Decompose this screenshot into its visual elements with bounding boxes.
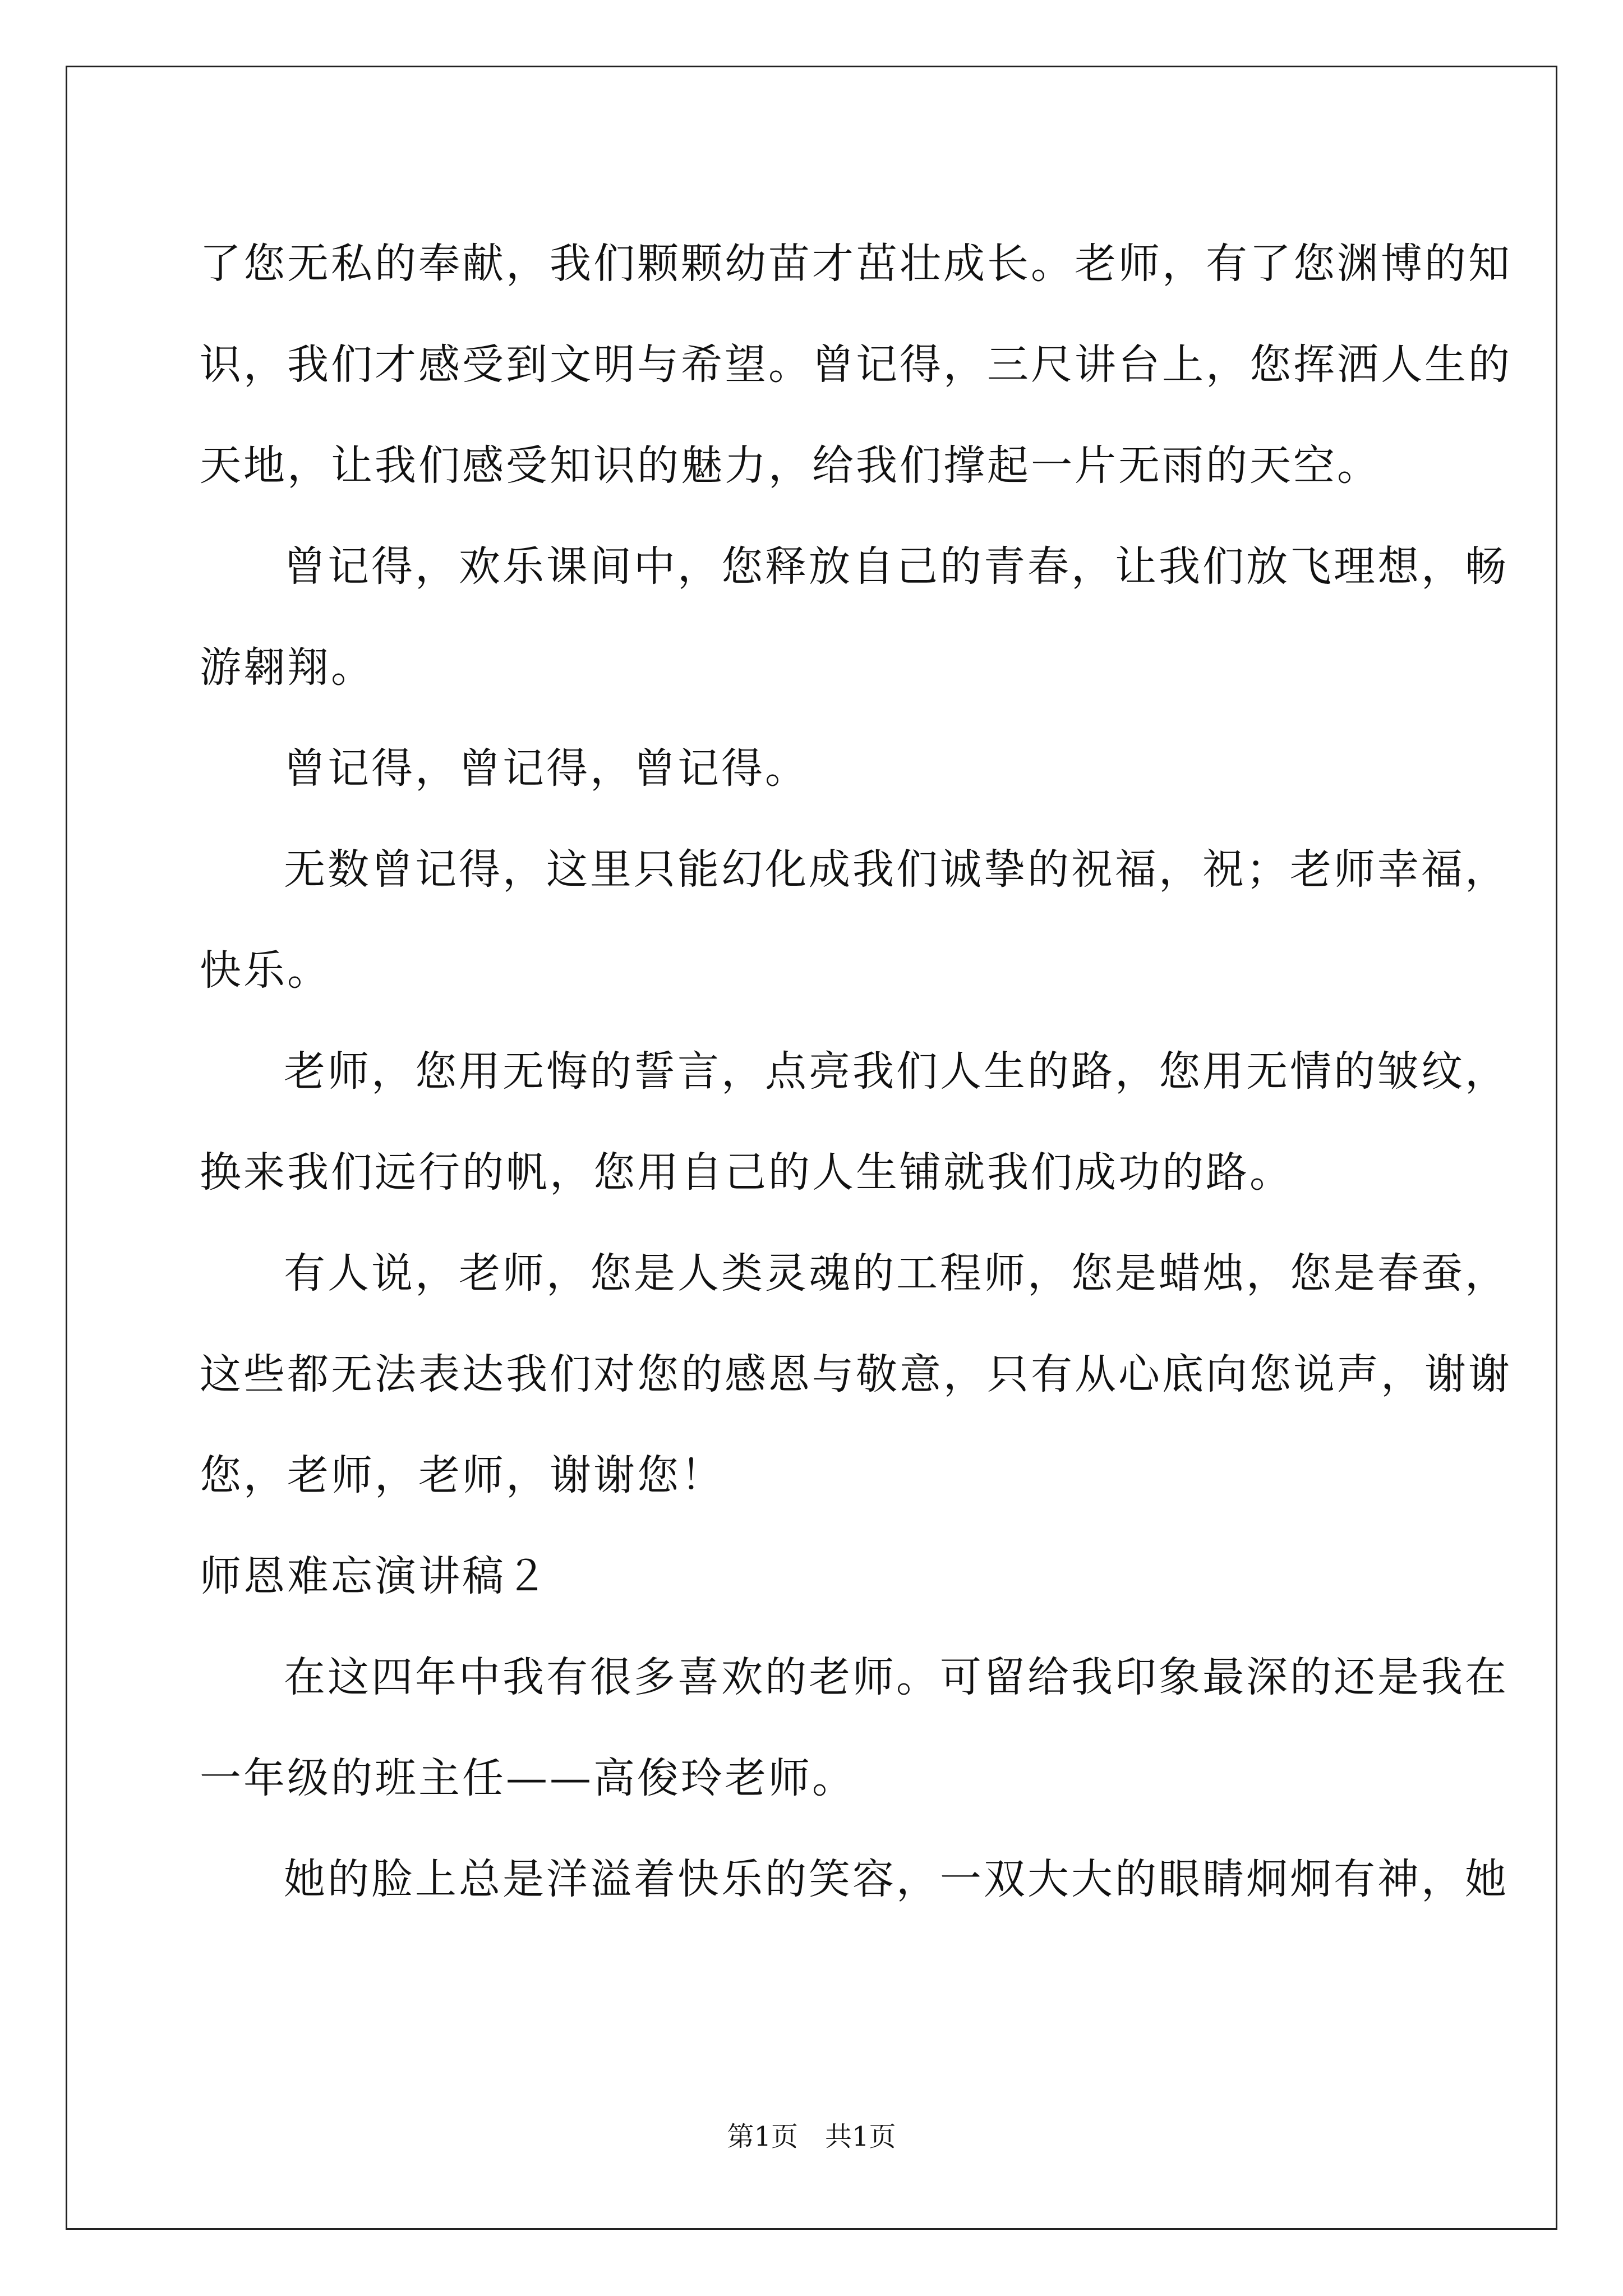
text-line: 识，我们才感受到文明与希望。曾记得，三尺讲台上，您挥洒人生的 (200, 341, 1512, 389)
text-line: 您，老师，老师，谢谢您！ (200, 1451, 725, 1499)
text-line: 无数曾记得，这里只能幻化成我们诚挚的祝福，祝；老师幸福， (284, 845, 1509, 894)
text-line: 天地，让我们感受知识的魅力，给我们撑起一片无雨的天空。 (200, 441, 1381, 490)
text-line: 有人说，老师，您是人类灵魂的工程师，您是蜡烛，您是春蚕， (284, 1249, 1509, 1297)
text-line: 一年级的班主任——高俊玲老师。 (200, 1754, 856, 1802)
text-line: 换来我们远行的帆，您用自己的人生铺就我们成功的路。 (200, 1148, 1293, 1197)
text-line: 老师，您用无悔的誓言，点亮我们人生的路，您用无情的皱纹， (284, 1047, 1509, 1096)
text-line: 在这四年中我有很多喜欢的老师。可留给我印象最深的还是我在 (284, 1653, 1509, 1701)
text-line: 了您无私的奉献，我们颗颗幼苗才茁壮成长。老师，有了您渊博的知 (200, 240, 1512, 288)
text-line: 她的脸上总是洋溢着快乐的笑容，一双大大的眼睛炯炯有神，她 (284, 1855, 1509, 1903)
document-body (200, 213, 1512, 1930)
section-heading: 师恩难忘演讲稿２ (200, 1552, 550, 1600)
page-number-footer: 第1页 共1页 (727, 2121, 896, 2152)
text-line: 曾记得，欢乐课间中，您释放自己的青春，让我们放飞理想，畅 (284, 542, 1509, 591)
text-line: 快乐。 (200, 946, 331, 995)
text-line: 游翱翔。 (200, 643, 375, 692)
text-line: 这些都无法表达我们对您的感恩与敬意，只有从心底向您说声，谢谢 (200, 1350, 1512, 1398)
text-line: 曾记得，曾记得，曾记得。 (284, 744, 809, 793)
